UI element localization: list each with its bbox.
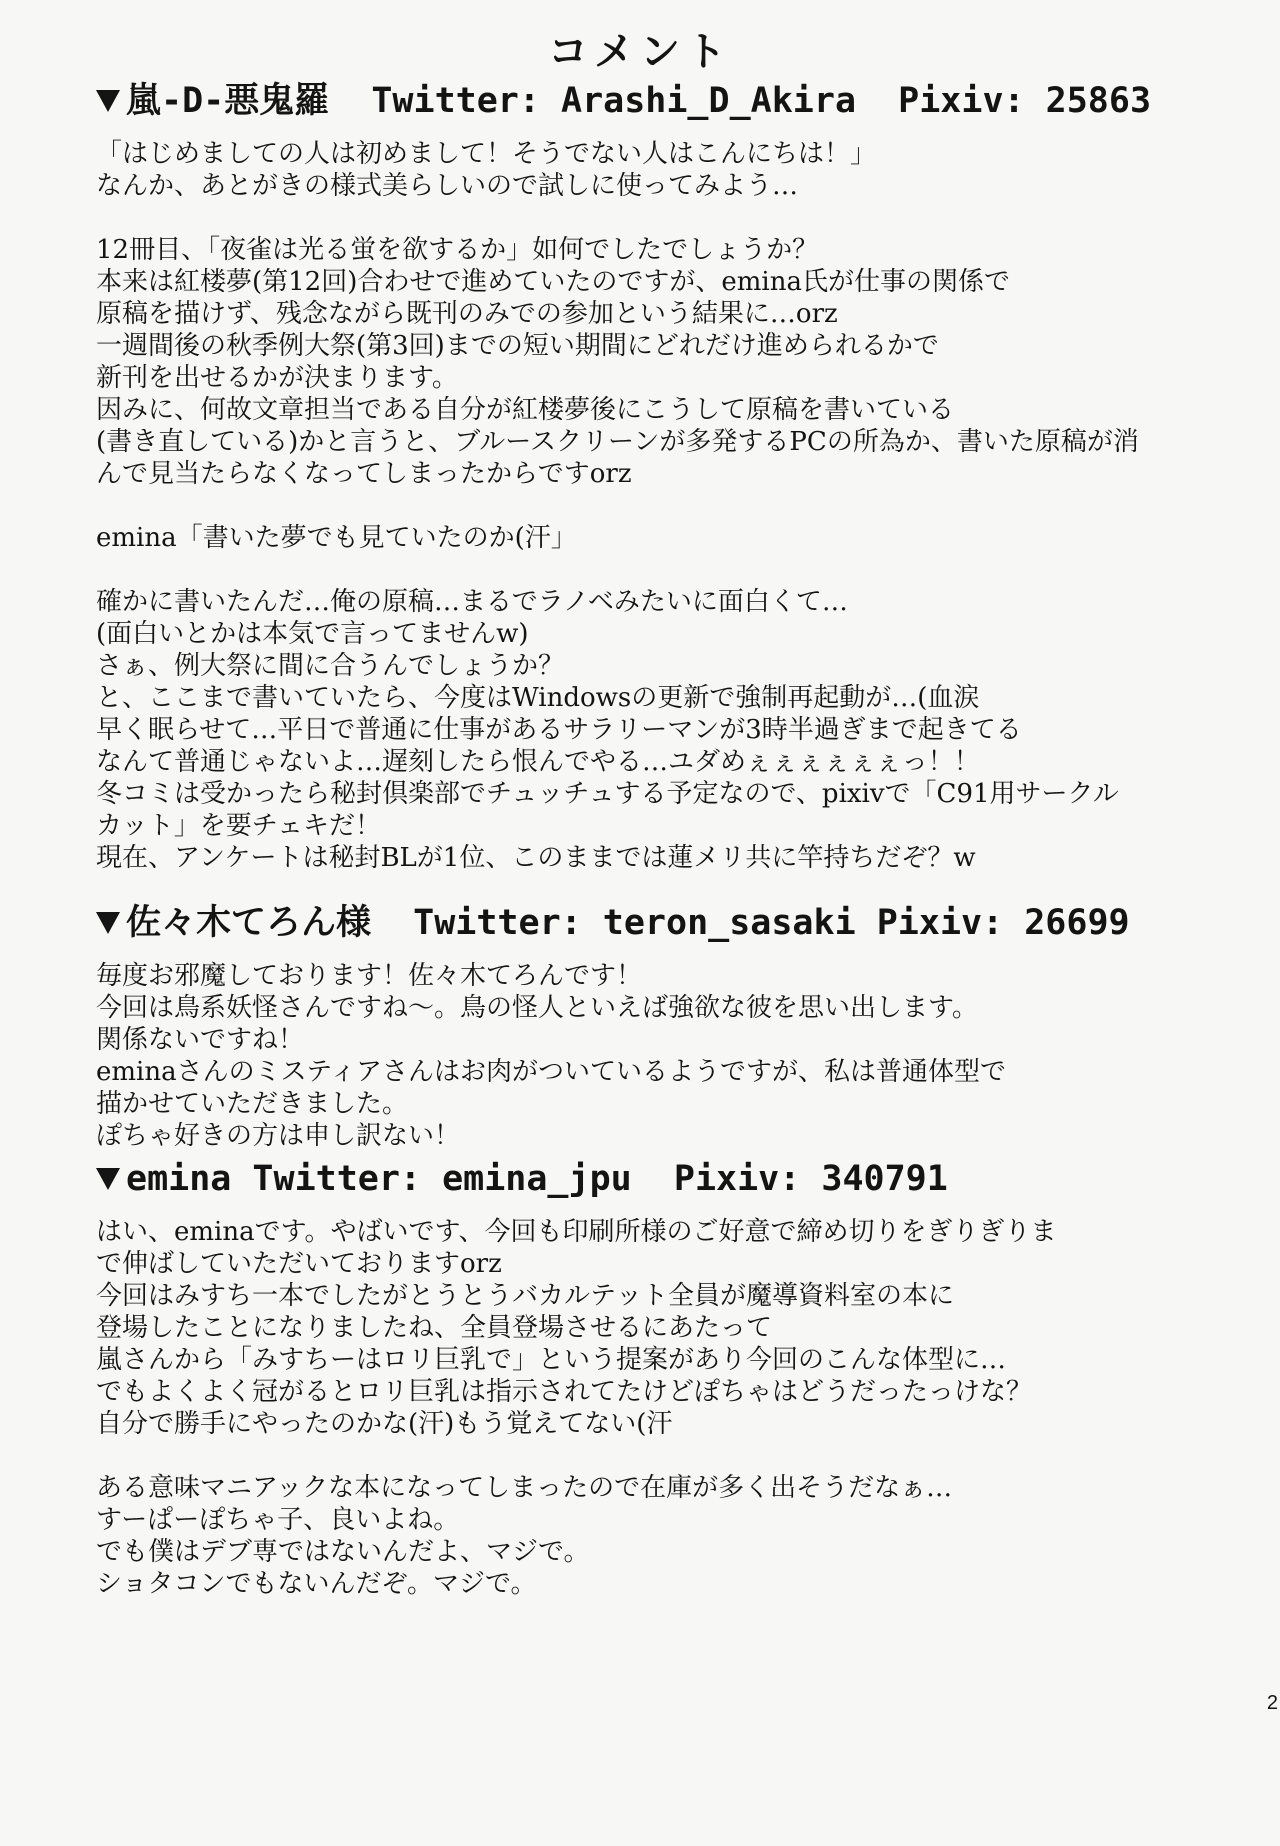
blank-line — [96, 490, 1236, 522]
section-arashi — [96, 80, 1236, 874]
text-line: (書き直している)かと言うと、ブルースクリーンが多発するPCの所為か、書いた原稿が消 — [96, 427, 1139, 457]
text-line: なんか、あとがきの様式美らしいので試しに使ってみよう… — [96, 171, 799, 201]
text-line: 冬コミは受かったら秘封倶楽部でチュッチュする予定なので、pixivで「C91用サークル — [96, 779, 1119, 809]
triangle-bullet-icon — [96, 90, 120, 112]
text-line: なんて普通じゃないよ…遅刻したら恨んでやる…ユダめぇぇぇぇぇぇっ！！ — [96, 747, 980, 777]
text-line: さぁ、例大祭に間に合うんでしょうか？ — [96, 651, 565, 681]
blank-line — [96, 1440, 1236, 1472]
text-line: (面白いとかは本気で言ってませんw) — [96, 619, 529, 649]
text-line: ぽちゃ好きの方は申し訳ない！ — [96, 1121, 461, 1151]
text-line: 今回は鳥系妖怪さんですね～。鳥の怪人といえば強欲な彼を思い出します。 — [96, 993, 978, 1023]
text-line: 今回はみすち一本でしたがとうとうバカルテット全員が魔導資料室の本に — [96, 1281, 955, 1311]
section-teron — [96, 902, 1236, 1152]
page-number: 2 — [1266, 1692, 1278, 1714]
blank-line — [96, 202, 1236, 234]
text-line: でも僕はデブ専ではないんだよ、マジで。 — [96, 1537, 590, 1567]
triangle-bullet-icon — [96, 1168, 120, 1190]
text-line: 新刊を出せるかが決まります。 — [96, 363, 458, 393]
text-line: 自分で勝手にやったのかな(汗)もう覚えてない(汗 — [96, 1409, 673, 1439]
section-header — [96, 1158, 1236, 1200]
section-header — [96, 902, 1236, 944]
text-line: 確かに書いたんだ…俺の原稿…まるでラノベみたいに面白くて… — [96, 587, 848, 617]
text-line: 毎度お邪魔しております！佐々木てろんです！ — [96, 961, 643, 991]
text-line: emina「書いた夢でも見ていたのか(汗」 — [96, 523, 577, 553]
text-line: eminaさんのミスティアさんはお肉がついているようですが、私は普通体型で — [96, 1057, 1007, 1087]
text-line: 一週間後の秋季例大祭(第3回)までの短い期間にどれだけ進められるかで — [96, 331, 939, 361]
section-emina — [96, 1158, 1236, 1600]
section-header-text: emina Twitter: emina_jpu Pixiv: 340791 — [126, 1159, 948, 1199]
section-header-text: 嵐-D-悪鬼羅 Twitter: Arashi_D_Akira Pixiv: 25863 — [126, 81, 1152, 121]
text-line: で伸ばしていただいておりますorz — [96, 1249, 502, 1279]
text-line: んで見当たらなくなってしまったからですorz — [96, 459, 632, 489]
text-line: 関係ないですね！ — [96, 1025, 305, 1055]
text-line: カット」を要チェキだ！ — [96, 811, 381, 841]
text-line: 嵐さんから「みすちーはロリ巨乳で」という提案があり今回のこんな体型に… — [96, 1345, 1007, 1375]
text-line: ある意味マニアックな本になってしまったので在庫が多く出そうだなぁ… — [96, 1473, 953, 1503]
section-header — [96, 80, 1236, 122]
text-line: 本来は紅楼夢(第12回)合わせで進めていたのですが、emina氏が仕事の関係で — [96, 267, 1010, 297]
section-body — [96, 960, 1236, 1152]
text-line: と、ここまで書いていたら、今度はWindowsの更新で強制再起動が…(血涙 — [96, 683, 980, 713]
page-title: コメント — [548, 29, 732, 75]
text-line: 原稿を描けず、残念ながら既刊のみでの参加という結果に…orz — [96, 299, 838, 329]
text-line: 登場したことになりましたね、全員登場させるにあたって — [96, 1313, 773, 1343]
text-line: でもよくよく冠がるとロリ巨乳は指示されてたけどぽちゃはどうだったっけな？ — [96, 1377, 1033, 1407]
blank-line — [96, 554, 1236, 586]
text-line: ショタコンでもないんだぞ。マジで。 — [96, 1569, 537, 1599]
text-line: 早く眠らせて…平日で普通に仕事があるサラリーマンが3時半過ぎまで起きてる — [96, 715, 1022, 745]
text-line: すーぱーぽちゃ子、良いよね。 — [96, 1505, 460, 1535]
text-line: 12冊目、「夜雀は光る蛍を欲するか」如何でしたでしょうか？ — [96, 235, 819, 265]
section-body — [96, 1216, 1236, 1600]
text-line: 因みに、何故文章担当である自分が紅楼夢後にこうして原稿を書いている — [96, 395, 955, 425]
section-body — [96, 138, 1236, 874]
text-line: 現在、アンケートは秘封BLが1位、このままでは蓮メリ共に竿持ちだぞ？w — [96, 843, 976, 873]
text-line: はい、eminaです。やばいです、今回も印刷所様のご好意で締め切りをぎりぎりま — [96, 1217, 1057, 1247]
text-line: 「はじめましての人は初めまして！そうでない人はこんにちは！」 — [96, 139, 877, 169]
section-header-text: 佐々木てろん様 Twitter: teron_sasaki Pixiv: 26699 — [126, 903, 1130, 943]
text-line: 描かせていただきました。 — [96, 1089, 409, 1119]
triangle-bullet-icon — [96, 912, 120, 934]
